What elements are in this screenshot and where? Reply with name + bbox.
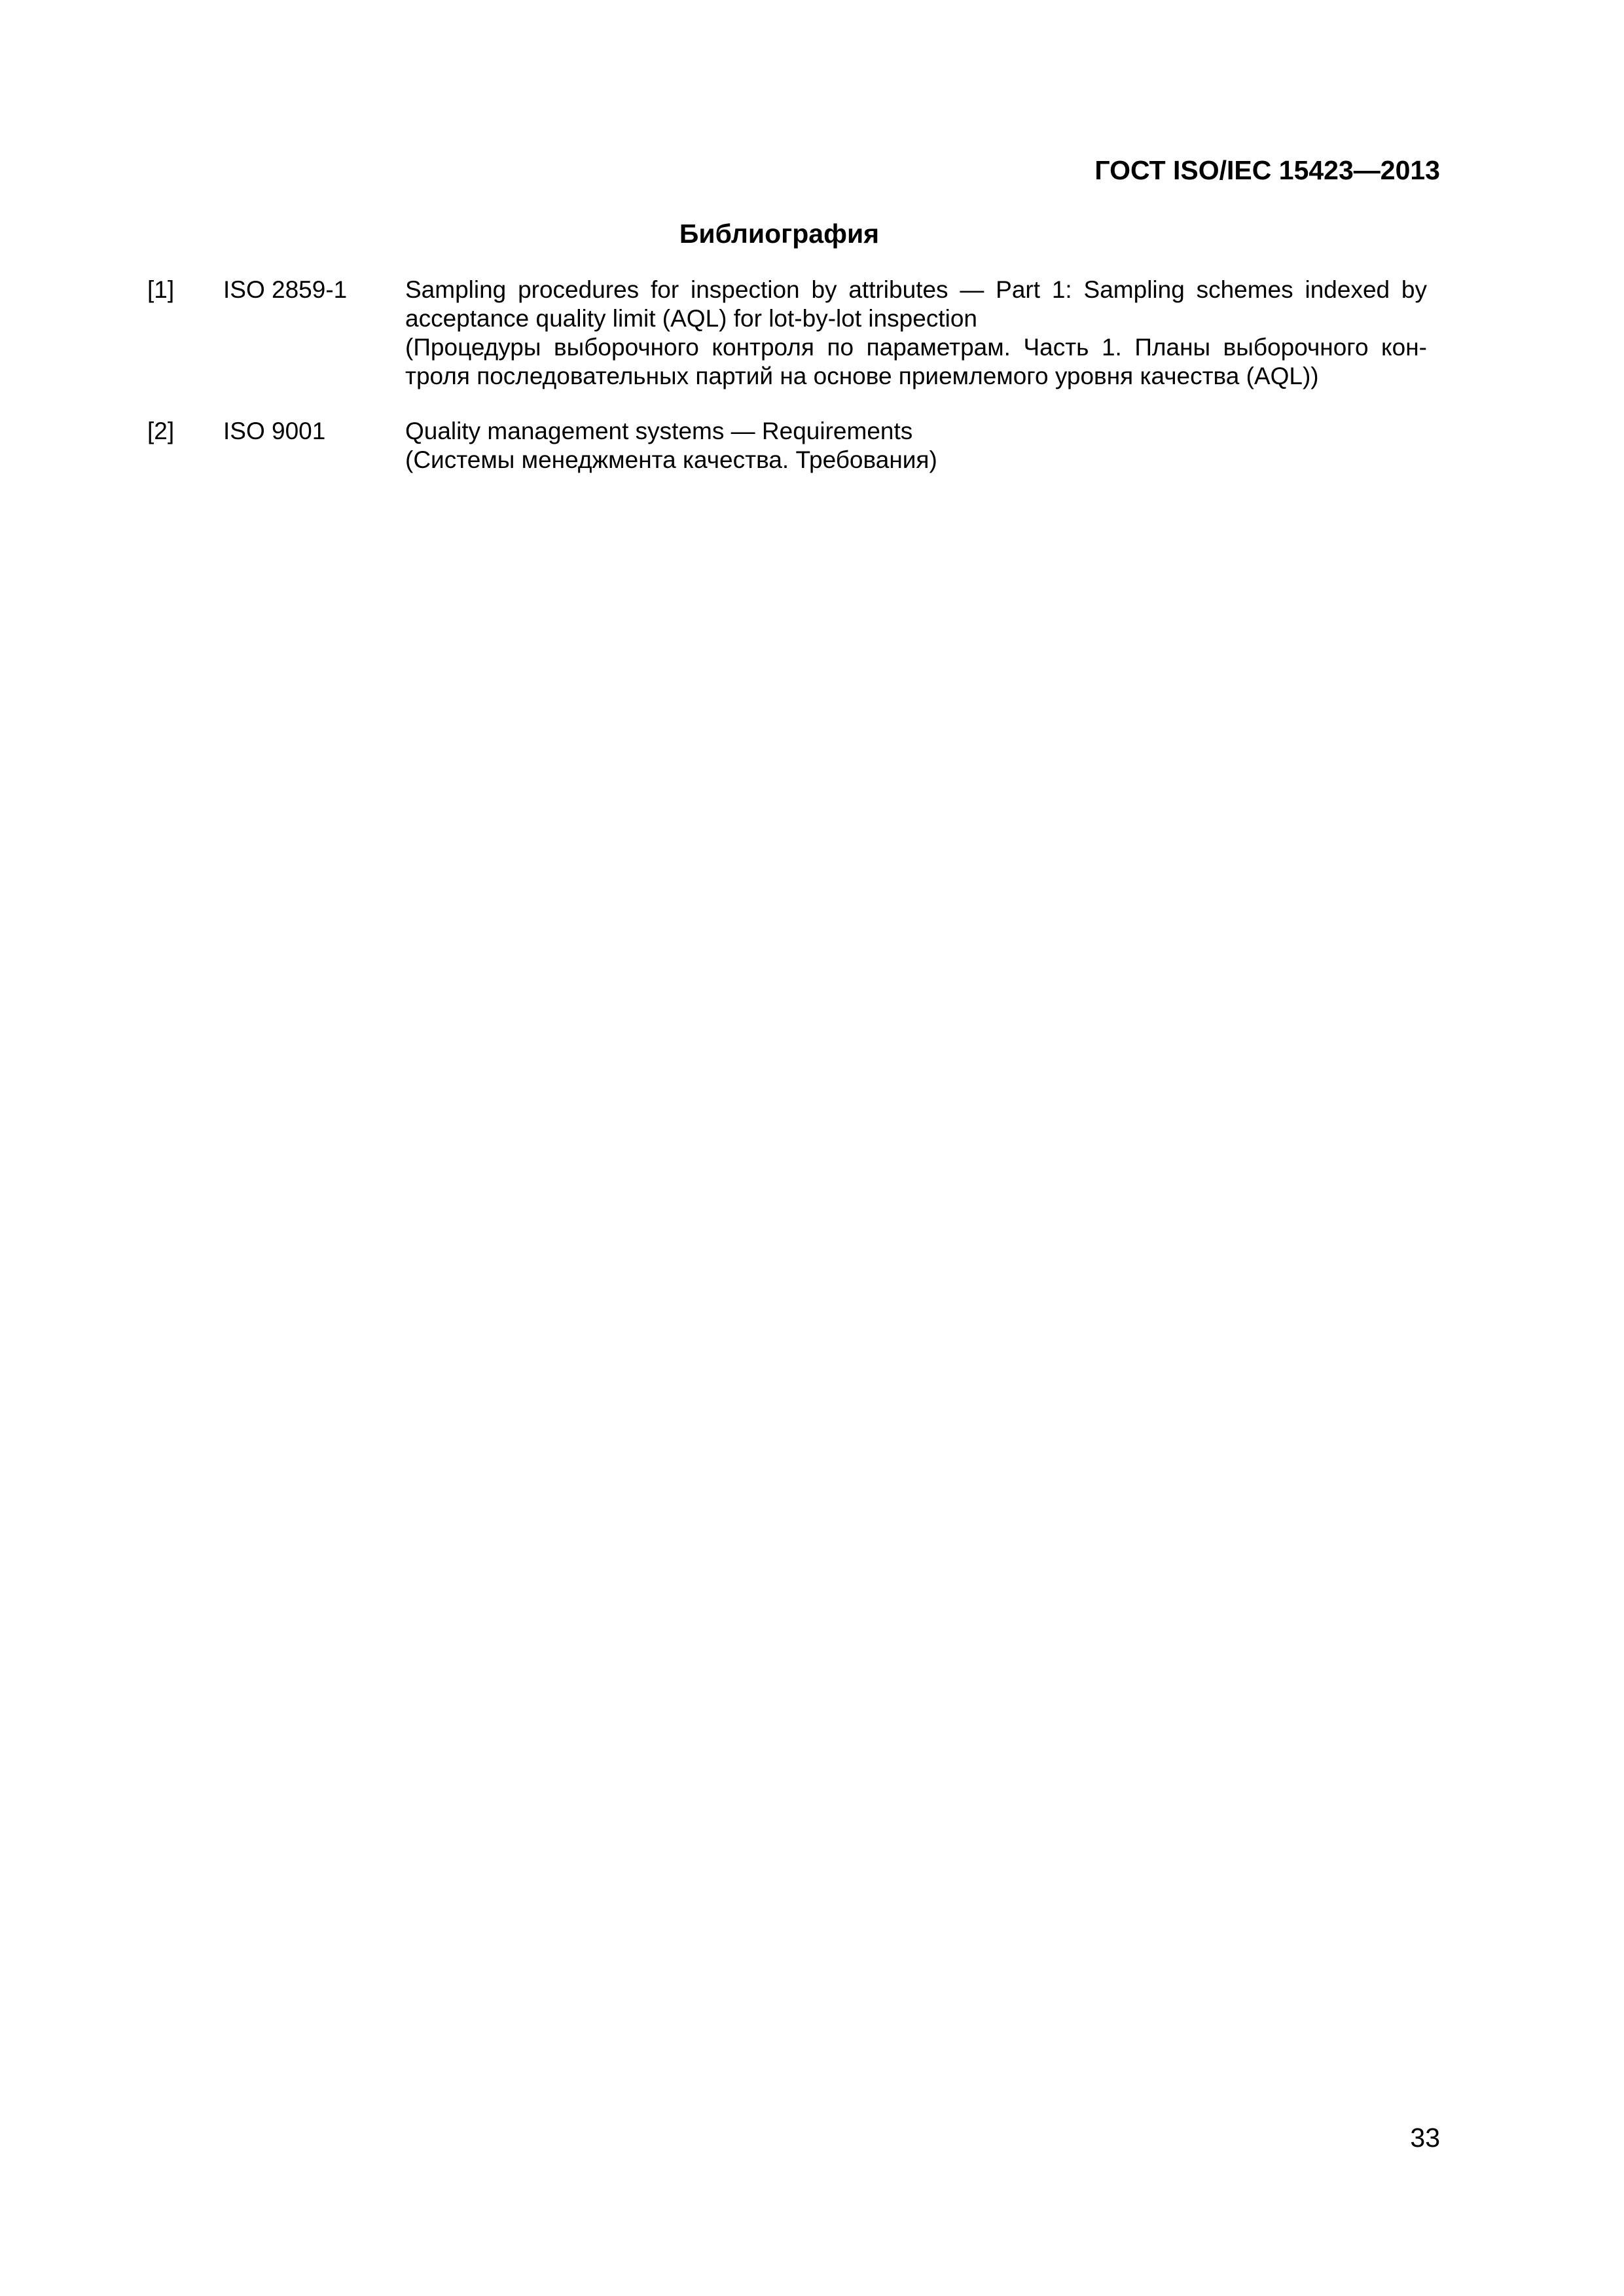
entry-line: acceptance quality limit (AQL) for lot-by-lot inspection [405, 305, 977, 332]
document-id-header: ГОСТ ISO/IEC 15423—2013 [1094, 155, 1440, 185]
entry-description [405, 417, 1427, 475]
entry-line: Quality management systems — Requirements [405, 418, 913, 444]
entry-description [405, 276, 1427, 391]
entry-line: (Системы менеджмента качества. Требования) [405, 446, 937, 473]
bibliography-entry [147, 417, 1427, 475]
section-title: Библиография [679, 219, 880, 249]
entry-standard-code: ISO 2859-1 [223, 276, 348, 303]
bibliography-list [147, 276, 1427, 501]
entry-line: Sampling procedures for inspection by attributes — Part 1: Sampling schemes indexed by [405, 276, 1427, 303]
bibliography-entry [147, 276, 1427, 391]
entry-number: [2] [147, 418, 175, 444]
entry-line: (Процедуры выборочного контроля по параметрам. Часть 1. Планы выборочного кон- [405, 334, 1427, 361]
entry-line: троля последовательных партий на основе приемлемого уровня качества (AQL)) [405, 363, 1319, 389]
page-number: 33 [1410, 2123, 1440, 2153]
entry-number: [1] [147, 276, 175, 303]
entry-standard-code: ISO 9001 [223, 418, 326, 444]
